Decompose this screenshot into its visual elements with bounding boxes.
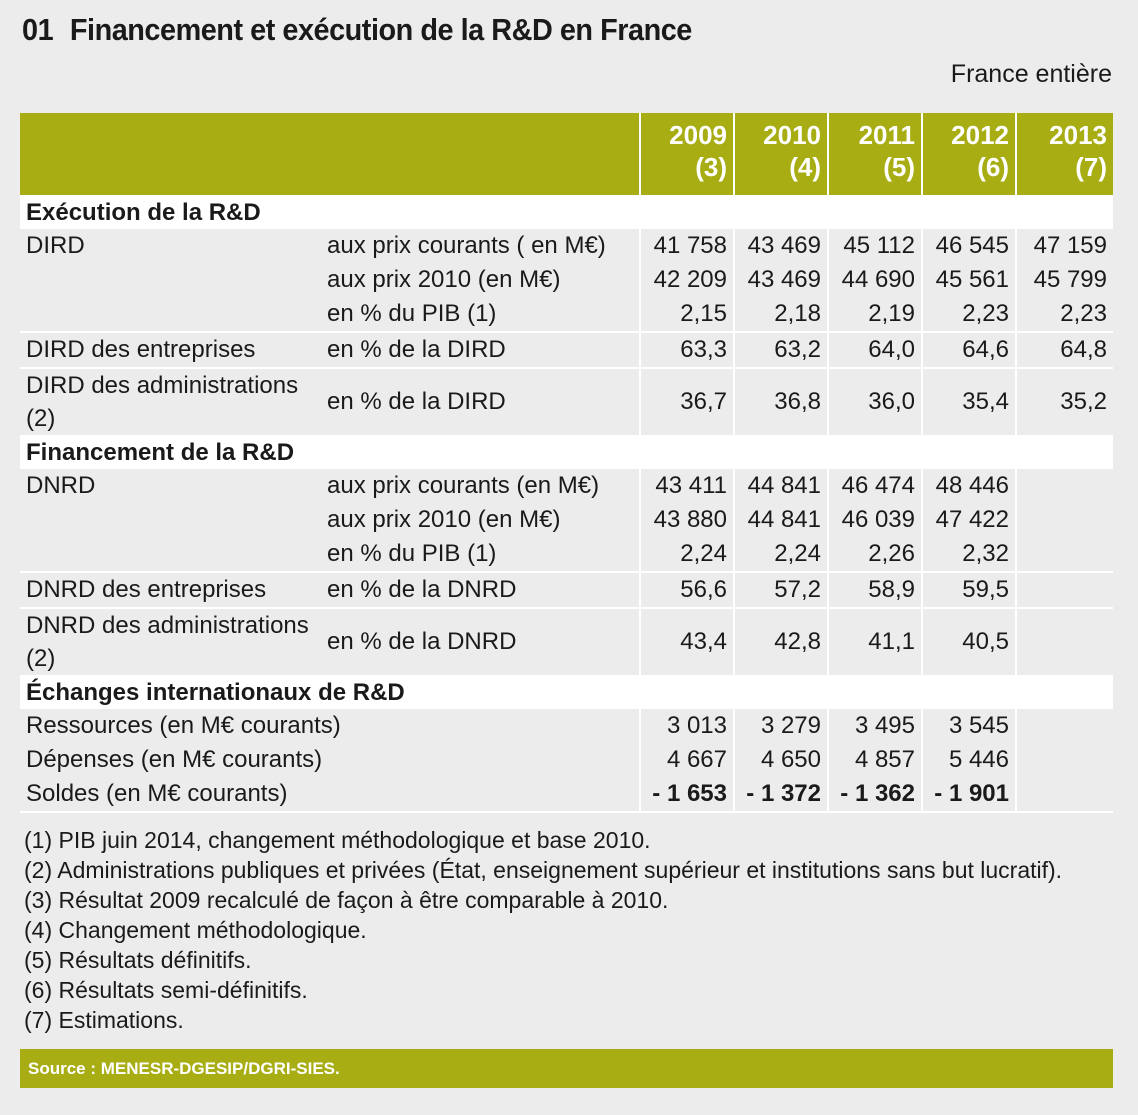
value-cell (1016, 503, 1113, 537)
value-cell: 35,4 (922, 368, 1016, 435)
value-cell: 4 857 (828, 743, 922, 777)
section-title: Exécution de la R&D (20, 195, 1113, 229)
value-cell: 63,3 (640, 332, 734, 368)
value-cell: 2,24 (734, 537, 828, 572)
footnote: (3) Résultat 2009 recalculé de façon à être comparable à 2010. (24, 887, 669, 913)
value-cell: 42,8 (734, 608, 828, 675)
column-year: 2013 (1049, 120, 1107, 150)
section-title: Échanges internationaux de R&D (20, 675, 1113, 709)
value-cell: 46 039 (828, 503, 922, 537)
value-cell: 2,19 (828, 297, 922, 332)
footnotes (20, 811, 1113, 1041)
table-row (20, 777, 1113, 811)
value-cell: 3 495 (828, 709, 922, 743)
row-label: DNRD (26, 472, 96, 499)
table-header-row (20, 113, 1113, 195)
value-cell: 47 159 (1016, 229, 1113, 263)
table-row (20, 608, 1113, 675)
value-cell: 3 013 (640, 709, 734, 743)
value-cell: 45 799 (1016, 263, 1113, 297)
row-label: Ressources (en M€ courants) (26, 712, 341, 739)
table-row (20, 368, 1113, 435)
column-header-2012 (922, 113, 1016, 195)
row-unit: en % de la DNRD (321, 572, 640, 608)
column-header-2010 (734, 113, 828, 195)
value-cell: 3 279 (734, 709, 828, 743)
value-cell: 2,26 (828, 537, 922, 572)
column-year: 2011 (858, 120, 915, 150)
table-row (20, 469, 1113, 503)
footnote: (1) PIB juin 2014, changement méthodologique et base 2010. (24, 827, 651, 853)
table-row (20, 503, 1113, 537)
row-unit: en % de la DIRD (321, 332, 640, 368)
value-cell: 48 446 (922, 469, 1016, 503)
value-cell: 56,6 (640, 572, 734, 608)
value-cell (1016, 469, 1113, 503)
value-cell: - 1 362 (828, 777, 922, 811)
value-cell: 63,2 (734, 332, 828, 368)
value-cell: 64,8 (1016, 332, 1113, 368)
section-header-financement (20, 435, 1113, 469)
value-cell: 40,5 (922, 608, 1016, 675)
value-cell: 46 474 (828, 469, 922, 503)
column-header-2011 (828, 113, 922, 195)
value-cell: 2,23 (922, 297, 1016, 332)
row-unit: aux prix 2010 (en M€) (327, 506, 561, 533)
row-unit: aux prix 2010 (en M€) (327, 266, 561, 293)
table-row (20, 263, 1113, 297)
footnote: (7) Estimations. (24, 1007, 184, 1033)
value-cell: 46 545 (922, 229, 1016, 263)
row-label: DIRD des entreprises (20, 332, 321, 368)
value-cell: 3 545 (922, 709, 1016, 743)
value-cell: 45 112 (828, 229, 922, 263)
column-note: (6) (977, 152, 1009, 182)
value-cell: 43,4 (640, 608, 734, 675)
section-header-execution (20, 195, 1113, 229)
row-unit: en % du PIB (1) (321, 297, 640, 332)
value-cell: 44 841 (734, 503, 828, 537)
value-cell: 2,15 (640, 297, 734, 332)
value-cell: 45 561 (922, 263, 1016, 297)
row-label: DNRD des administrations (2) (26, 612, 309, 672)
value-cell: 44 841 (734, 469, 828, 503)
value-cell: 2,32 (922, 537, 1016, 572)
column-note: (7) (1075, 152, 1107, 182)
value-cell: 4 650 (734, 743, 828, 777)
value-cell: 57,2 (734, 572, 828, 608)
column-header-2009 (640, 113, 734, 195)
row-label: DIRD des administrations (2) (26, 372, 299, 432)
column-note: (5) (883, 152, 915, 182)
value-cell: 2,24 (640, 537, 734, 572)
row-unit: aux prix courants ( en M€) (327, 232, 606, 259)
value-cell (1016, 608, 1113, 675)
value-cell: 44 690 (828, 263, 922, 297)
row-label: DNRD des entreprises (20, 572, 321, 608)
table-row (20, 229, 1113, 263)
table-title: Financement et exécution de la R&D en France (69, 12, 692, 47)
value-cell: 47 422 (922, 503, 1016, 537)
header-blank-cell (20, 113, 640, 195)
table-row (20, 537, 1113, 572)
column-year: 2010 (763, 120, 821, 150)
column-year: 2012 (951, 120, 1009, 150)
value-cell: 43 469 (734, 263, 828, 297)
row-label (20, 297, 321, 332)
table-row (20, 297, 1113, 332)
row-label (20, 263, 321, 297)
footnote: (2) Administrations publiques et privées (État, enseignement supérieur et institutions sans but lucratif). (24, 857, 1063, 883)
row-unit: en % du PIB (1) (321, 537, 640, 572)
value-cell (1016, 537, 1113, 572)
value-cell: 2,23 (1016, 297, 1113, 332)
value-cell: 35,2 (1016, 368, 1113, 435)
data-table (20, 113, 1113, 811)
value-cell: 59,5 (922, 572, 1016, 608)
row-unit: aux prix courants (en M€) (327, 472, 600, 499)
value-cell: 64,6 (922, 332, 1016, 368)
page-title (22, 12, 692, 48)
value-cell (1016, 709, 1113, 743)
value-cell: 58,9 (828, 572, 922, 608)
source-bar: Source : MENESR-DGESIP/DGRI-SIES. (20, 1049, 1113, 1088)
footnote: (6) Résultats semi-définitifs. (24, 977, 308, 1003)
row-unit: en % de la DNRD (327, 628, 517, 655)
value-cell: 36,8 (734, 368, 828, 435)
row-label (20, 537, 321, 572)
value-cell: - 1 653 (640, 777, 734, 811)
value-cell: 43 469 (734, 229, 828, 263)
column-note: (4) (789, 152, 821, 182)
table-row (20, 709, 1113, 743)
row-label: Dépenses (en M€ courants) (26, 746, 323, 773)
footnote: (5) Résultats définitifs. (24, 947, 252, 973)
value-cell: 2,18 (734, 297, 828, 332)
row-unit: en % de la DIRD (327, 388, 506, 415)
data-table-frame (20, 113, 1113, 1088)
value-cell: 41 758 (640, 229, 734, 263)
footnote: (4) Changement méthodologique. (24, 917, 367, 943)
section-header-echanges (20, 675, 1113, 709)
value-cell: 64,0 (828, 332, 922, 368)
value-cell: 41,1 (828, 608, 922, 675)
section-title: Financement de la R&D (20, 435, 1113, 469)
value-cell (1016, 777, 1113, 811)
value-cell: - 1 901 (922, 777, 1016, 811)
table-number: 01 (22, 12, 54, 47)
table-row (20, 332, 1113, 368)
value-cell: 36,0 (828, 368, 922, 435)
value-cell: - 1 372 (734, 777, 828, 811)
column-header-2013 (1016, 113, 1113, 195)
row-label (20, 503, 321, 537)
row-label: Soldes (en M€ courants) (26, 780, 288, 807)
value-cell (1016, 572, 1113, 608)
value-cell: 4 667 (640, 743, 734, 777)
table-row (20, 572, 1113, 608)
column-year: 2009 (669, 120, 727, 150)
table-row (20, 743, 1113, 777)
value-cell (1016, 743, 1113, 777)
row-label: DIRD (26, 232, 85, 259)
value-cell: 43 880 (640, 503, 734, 537)
value-cell: 43 411 (640, 469, 734, 503)
value-cell: 42 209 (640, 263, 734, 297)
scope-label: France entière (950, 60, 1112, 88)
value-cell: 5 446 (922, 743, 1016, 777)
value-cell: 36,7 (640, 368, 734, 435)
column-note: (3) (695, 152, 727, 182)
